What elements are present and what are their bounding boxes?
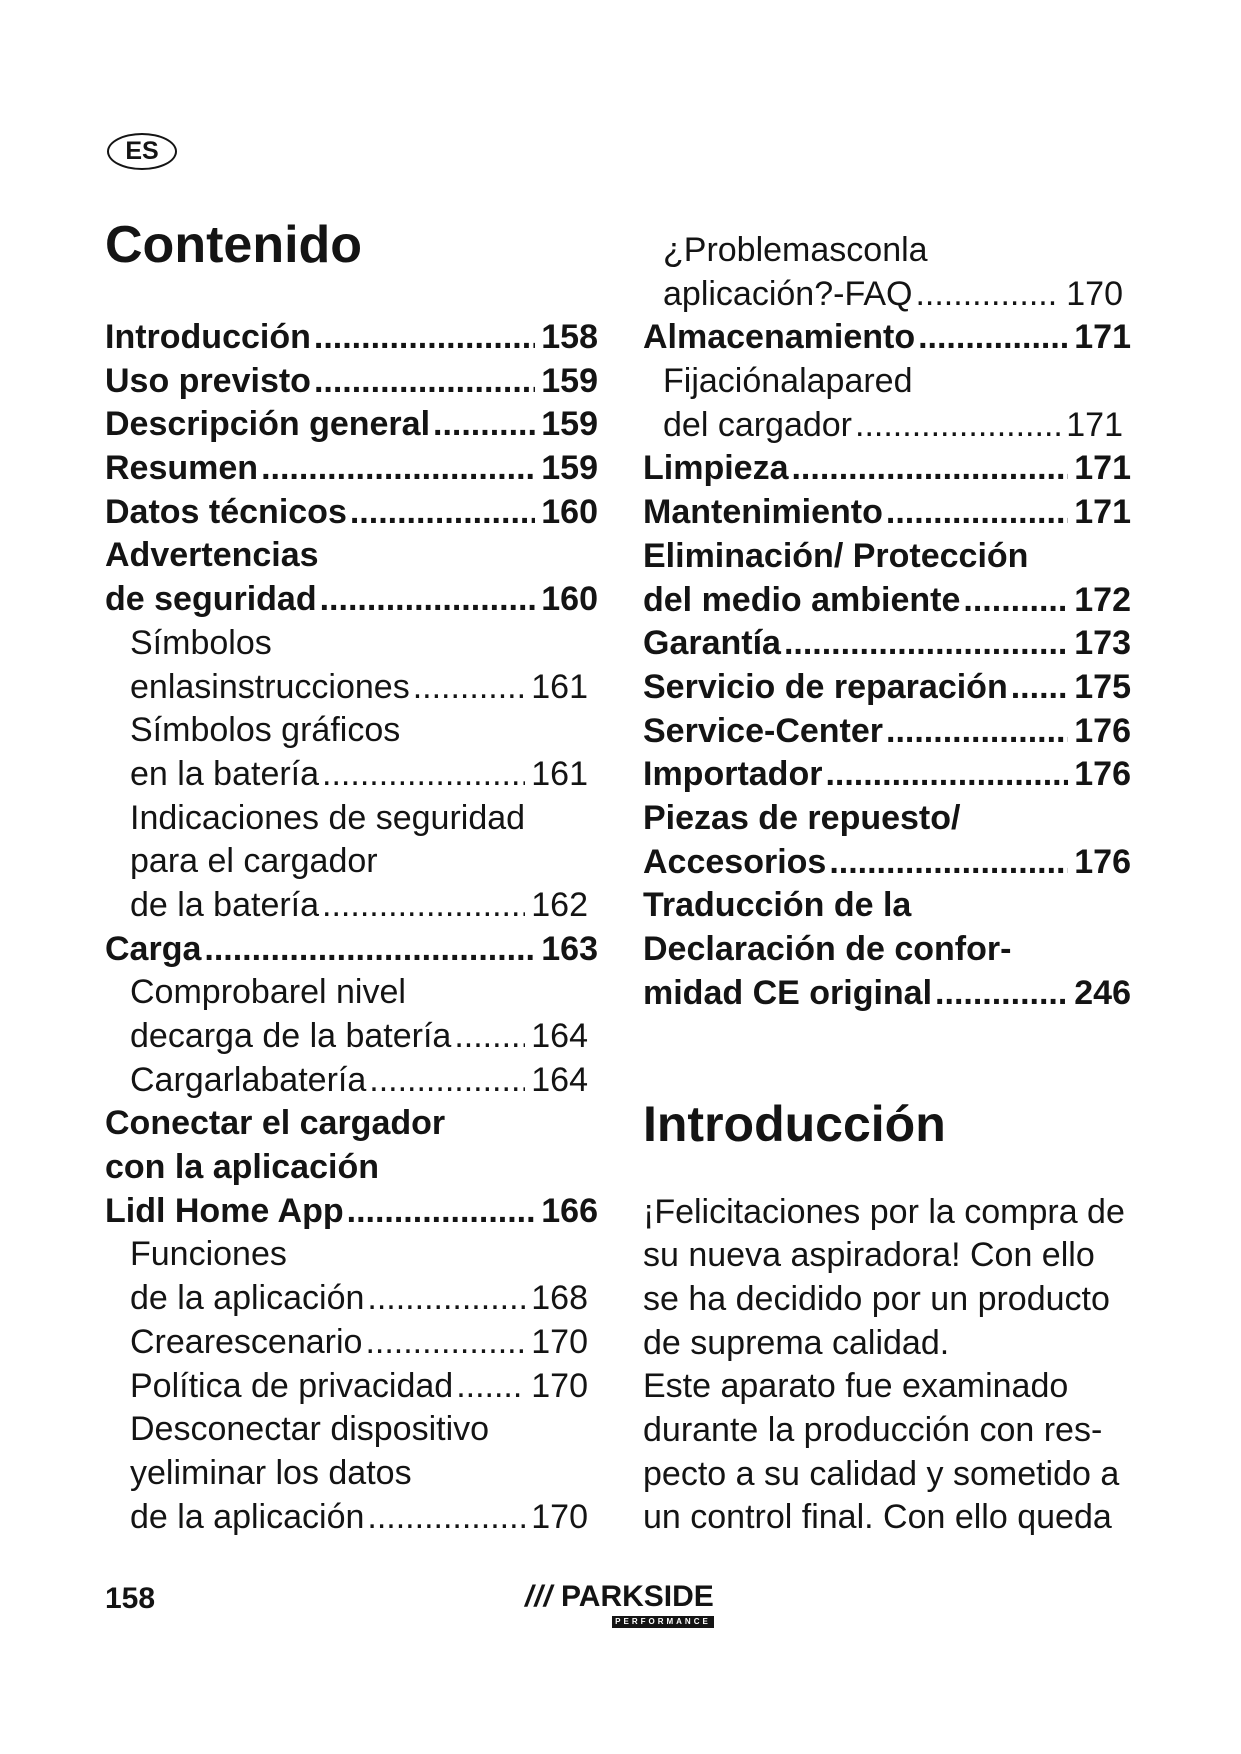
toc-entry bbox=[643, 447, 1131, 491]
toc-page-number: 246 bbox=[1074, 973, 1131, 1012]
toc-leader bbox=[826, 841, 1068, 885]
toc-entry-label: Introducción bbox=[105, 318, 311, 356]
toc-entry-label-line: Símbolos gráficos bbox=[130, 711, 401, 750]
toc-page-number: 164 bbox=[531, 1060, 588, 1099]
toc-page-number: 171 bbox=[1074, 318, 1131, 357]
toc-leader bbox=[319, 753, 525, 797]
toc-leader bbox=[319, 884, 525, 928]
toc-subentry bbox=[105, 971, 598, 1058]
toc-entry bbox=[105, 447, 598, 491]
toc-entry-label-line: ¿Problemasconla bbox=[663, 231, 928, 269]
toc-entry-label-line: con la aplicación bbox=[105, 1148, 379, 1187]
toc-leader bbox=[1008, 666, 1069, 710]
toc-page-number: 161 bbox=[531, 754, 588, 793]
toc-entry-label-line: Declaración de confor- bbox=[643, 930, 1012, 968]
toc-page-number: 162 bbox=[531, 885, 588, 924]
toc-entry bbox=[643, 710, 1131, 754]
toc-entry bbox=[105, 1102, 598, 1233]
toc-entry-label-line: Comprobarel nivel bbox=[130, 973, 406, 1012]
toc-entry-label: de la aplicación bbox=[130, 1497, 365, 1536]
toc-entry-label-line: Símbolos bbox=[130, 623, 272, 662]
toc-entry bbox=[643, 316, 1131, 360]
paragraph-line: Este aparato fue examinado bbox=[643, 1367, 1069, 1406]
toc-leader bbox=[883, 710, 1068, 754]
contents-heading: Contenido bbox=[105, 216, 363, 274]
toc-leader bbox=[453, 1365, 525, 1409]
toc-left-column bbox=[105, 316, 598, 1539]
toc-leader bbox=[364, 1277, 525, 1321]
toc-entry bbox=[643, 622, 1131, 666]
toc-page-number: 163 bbox=[541, 929, 598, 968]
toc-entry-label: Política de privacidad bbox=[130, 1366, 454, 1405]
paragraph-line: pecto a su calidad y sometido a bbox=[643, 1454, 1120, 1493]
toc-subentry bbox=[105, 1365, 598, 1409]
toc-entry-label: Cargarlabatería bbox=[130, 1060, 367, 1099]
toc-entry bbox=[105, 316, 598, 360]
toc-entry-label: Garantía bbox=[643, 624, 781, 663]
toc-leader bbox=[822, 753, 1068, 797]
toc-entry bbox=[643, 491, 1131, 535]
toc-leader bbox=[311, 360, 535, 404]
toc-leader bbox=[852, 404, 1060, 448]
toc-entry-label: Carga bbox=[105, 929, 202, 968]
toc-leader bbox=[362, 1321, 525, 1365]
toc-subentry bbox=[643, 360, 1131, 447]
toc-entry-label-line: Piezas de repuesto/ bbox=[643, 798, 961, 837]
toc-entry bbox=[643, 666, 1131, 710]
toc-page-number: 161 bbox=[531, 667, 588, 706]
toc-entry-label: Uso previsto bbox=[105, 361, 311, 400]
toc-subentry bbox=[105, 1321, 598, 1365]
paragraph-line: ¡Felicitaciones por la compra de bbox=[643, 1192, 1125, 1231]
toc-entry-label: Almacenamiento bbox=[643, 318, 916, 357]
logo-brand: PARKSIDE bbox=[561, 1580, 714, 1613]
toc-page-number: 170 bbox=[1066, 274, 1123, 313]
toc-subentry bbox=[643, 229, 1131, 316]
toc-entry-label: Lidl Home App bbox=[105, 1191, 344, 1230]
toc-page-number: 171 bbox=[1066, 405, 1123, 444]
toc-entry bbox=[105, 534, 598, 621]
paragraph-line: un control final. Con ello queda bbox=[643, 1498, 1112, 1537]
toc-entry-label: de seguridad bbox=[105, 580, 317, 619]
toc-page-number: 176 bbox=[1074, 842, 1131, 881]
toc-entry bbox=[643, 535, 1131, 622]
introduction-paragraph bbox=[643, 1191, 1203, 1541]
paragraph-line: su nueva aspiradora! Con ello bbox=[643, 1236, 1095, 1275]
toc-page-number: 159 bbox=[541, 449, 598, 488]
toc-subentry bbox=[105, 622, 598, 709]
toc-leader bbox=[912, 273, 1060, 317]
toc-entry-label-line: Traducción de la bbox=[643, 886, 912, 925]
toc-entry-label-line: para el cargador bbox=[130, 842, 378, 881]
toc-leader bbox=[451, 1015, 525, 1059]
toc-entry-label-line: yeliminar los datos bbox=[130, 1453, 412, 1492]
toc-leader bbox=[258, 447, 535, 491]
toc-entry bbox=[105, 360, 598, 404]
toc-leader bbox=[915, 316, 1068, 360]
toc-subentry bbox=[105, 1408, 598, 1539]
toc-entry-label: en la batería bbox=[130, 754, 320, 793]
toc-page-number: 166 bbox=[541, 1191, 598, 1230]
toc-leader bbox=[430, 403, 535, 447]
toc-entry-label: Resumen bbox=[105, 449, 259, 488]
toc-leader bbox=[788, 447, 1068, 491]
toc-entry-label-line: Desconectar dispositivo bbox=[130, 1410, 490, 1449]
toc-entry-label: del medio ambiente bbox=[643, 580, 961, 619]
toc-entry-label: Mantenimiento bbox=[643, 493, 883, 532]
toc-leader bbox=[311, 316, 535, 360]
toc-page-number: 171 bbox=[1074, 449, 1131, 488]
toc-entry-label: Crearescenario bbox=[130, 1322, 363, 1361]
toc-leader bbox=[344, 1190, 536, 1234]
toc-leader bbox=[366, 1059, 525, 1103]
toc-subentry bbox=[105, 1233, 598, 1320]
toc-entry-label: Service-Center bbox=[643, 711, 884, 750]
introduction-heading: Introducción bbox=[643, 1096, 946, 1152]
toc-page-number: 176 bbox=[1074, 711, 1131, 750]
toc-page-number: 172 bbox=[1074, 580, 1131, 619]
toc-entry-label: Importador bbox=[643, 755, 823, 794]
parkside-logo bbox=[525, 1582, 714, 1628]
paragraph-line: de suprema calidad. bbox=[643, 1323, 950, 1362]
toc-entry bbox=[643, 884, 1131, 1015]
toc-page-number: 176 bbox=[1074, 755, 1131, 794]
toc-entry bbox=[643, 753, 1131, 797]
toc-entry-label: Datos técnicos bbox=[105, 492, 347, 531]
toc-leader bbox=[960, 579, 1068, 623]
toc-leader bbox=[410, 666, 526, 710]
logo-wordmark bbox=[525, 1582, 714, 1612]
toc-page-number: 173 bbox=[1074, 624, 1131, 663]
toc-subentry bbox=[105, 797, 598, 928]
toc-entry-label: de la aplicación bbox=[130, 1279, 365, 1318]
toc-right-column bbox=[643, 229, 1131, 1015]
toc-entry-label: del cargador bbox=[663, 405, 853, 444]
toc-leader bbox=[317, 578, 536, 622]
toc-entry-label: de la batería bbox=[130, 885, 320, 924]
toc-page-number: 159 bbox=[541, 361, 598, 400]
toc-page-number: 160 bbox=[541, 492, 598, 531]
toc-entry-label-line: Fijaciónalapared bbox=[663, 362, 913, 401]
toc-entry-label: Servicio de reparación bbox=[643, 667, 1008, 706]
toc-leader bbox=[883, 491, 1068, 535]
toc-page-number: 164 bbox=[531, 1017, 588, 1055]
toc-page-number: 168 bbox=[531, 1279, 588, 1318]
toc-entry-label: aplicación?-FAQ bbox=[663, 274, 913, 313]
logo-slashes: /// bbox=[525, 1580, 554, 1613]
toc-leader bbox=[201, 928, 535, 972]
toc-entry-label: midad CE original bbox=[643, 973, 933, 1012]
logo-tagline: PERFORMANCE bbox=[612, 1616, 714, 1628]
toc-entry-label-line: Conectar el cargador bbox=[105, 1104, 446, 1143]
toc-subentry bbox=[105, 709, 598, 796]
toc-page-number: 175 bbox=[1074, 667, 1131, 706]
toc-page-number: 170 bbox=[531, 1366, 588, 1405]
toc-entry bbox=[105, 491, 598, 535]
toc-page-number: 170 bbox=[531, 1322, 588, 1361]
toc-entry-label-line: Indicaciones de seguridad bbox=[130, 798, 526, 837]
toc-page-number: 158 bbox=[541, 318, 598, 356]
toc-entry-label: Limpieza bbox=[643, 449, 789, 488]
paragraph-line: se ha decidido por un producto bbox=[643, 1279, 1110, 1318]
toc-entry-label: Accesorios bbox=[643, 842, 827, 881]
toc-page-number: 160 bbox=[541, 580, 598, 619]
toc-entry-label-line: Advertencias bbox=[105, 536, 319, 575]
toc-entry bbox=[105, 928, 598, 972]
paragraph-line: durante la producción con res- bbox=[643, 1410, 1103, 1449]
toc-entry bbox=[105, 403, 598, 447]
toc-entry-label: enlasinstrucciones bbox=[130, 667, 410, 706]
toc-leader bbox=[781, 622, 1068, 666]
toc-leader bbox=[347, 491, 535, 535]
toc-entry bbox=[643, 797, 1131, 884]
toc-entry-label-line: Eliminación/ Protección bbox=[643, 536, 1029, 575]
toc-entry-label: decarga de la batería bbox=[130, 1017, 452, 1055]
toc-leader bbox=[364, 1496, 525, 1540]
page-number: 158 bbox=[105, 1582, 156, 1615]
toc-page-number: 171 bbox=[1074, 493, 1131, 532]
language-badge: ES bbox=[107, 133, 177, 170]
toc-entry-label-line: Funciones bbox=[130, 1235, 287, 1274]
toc-leader bbox=[932, 972, 1068, 1016]
toc-page-number: 159 bbox=[541, 405, 598, 444]
toc-entry-label: Descripción general bbox=[105, 405, 431, 444]
toc-page-number: 170 bbox=[531, 1497, 588, 1536]
toc-subentry bbox=[105, 1059, 598, 1103]
